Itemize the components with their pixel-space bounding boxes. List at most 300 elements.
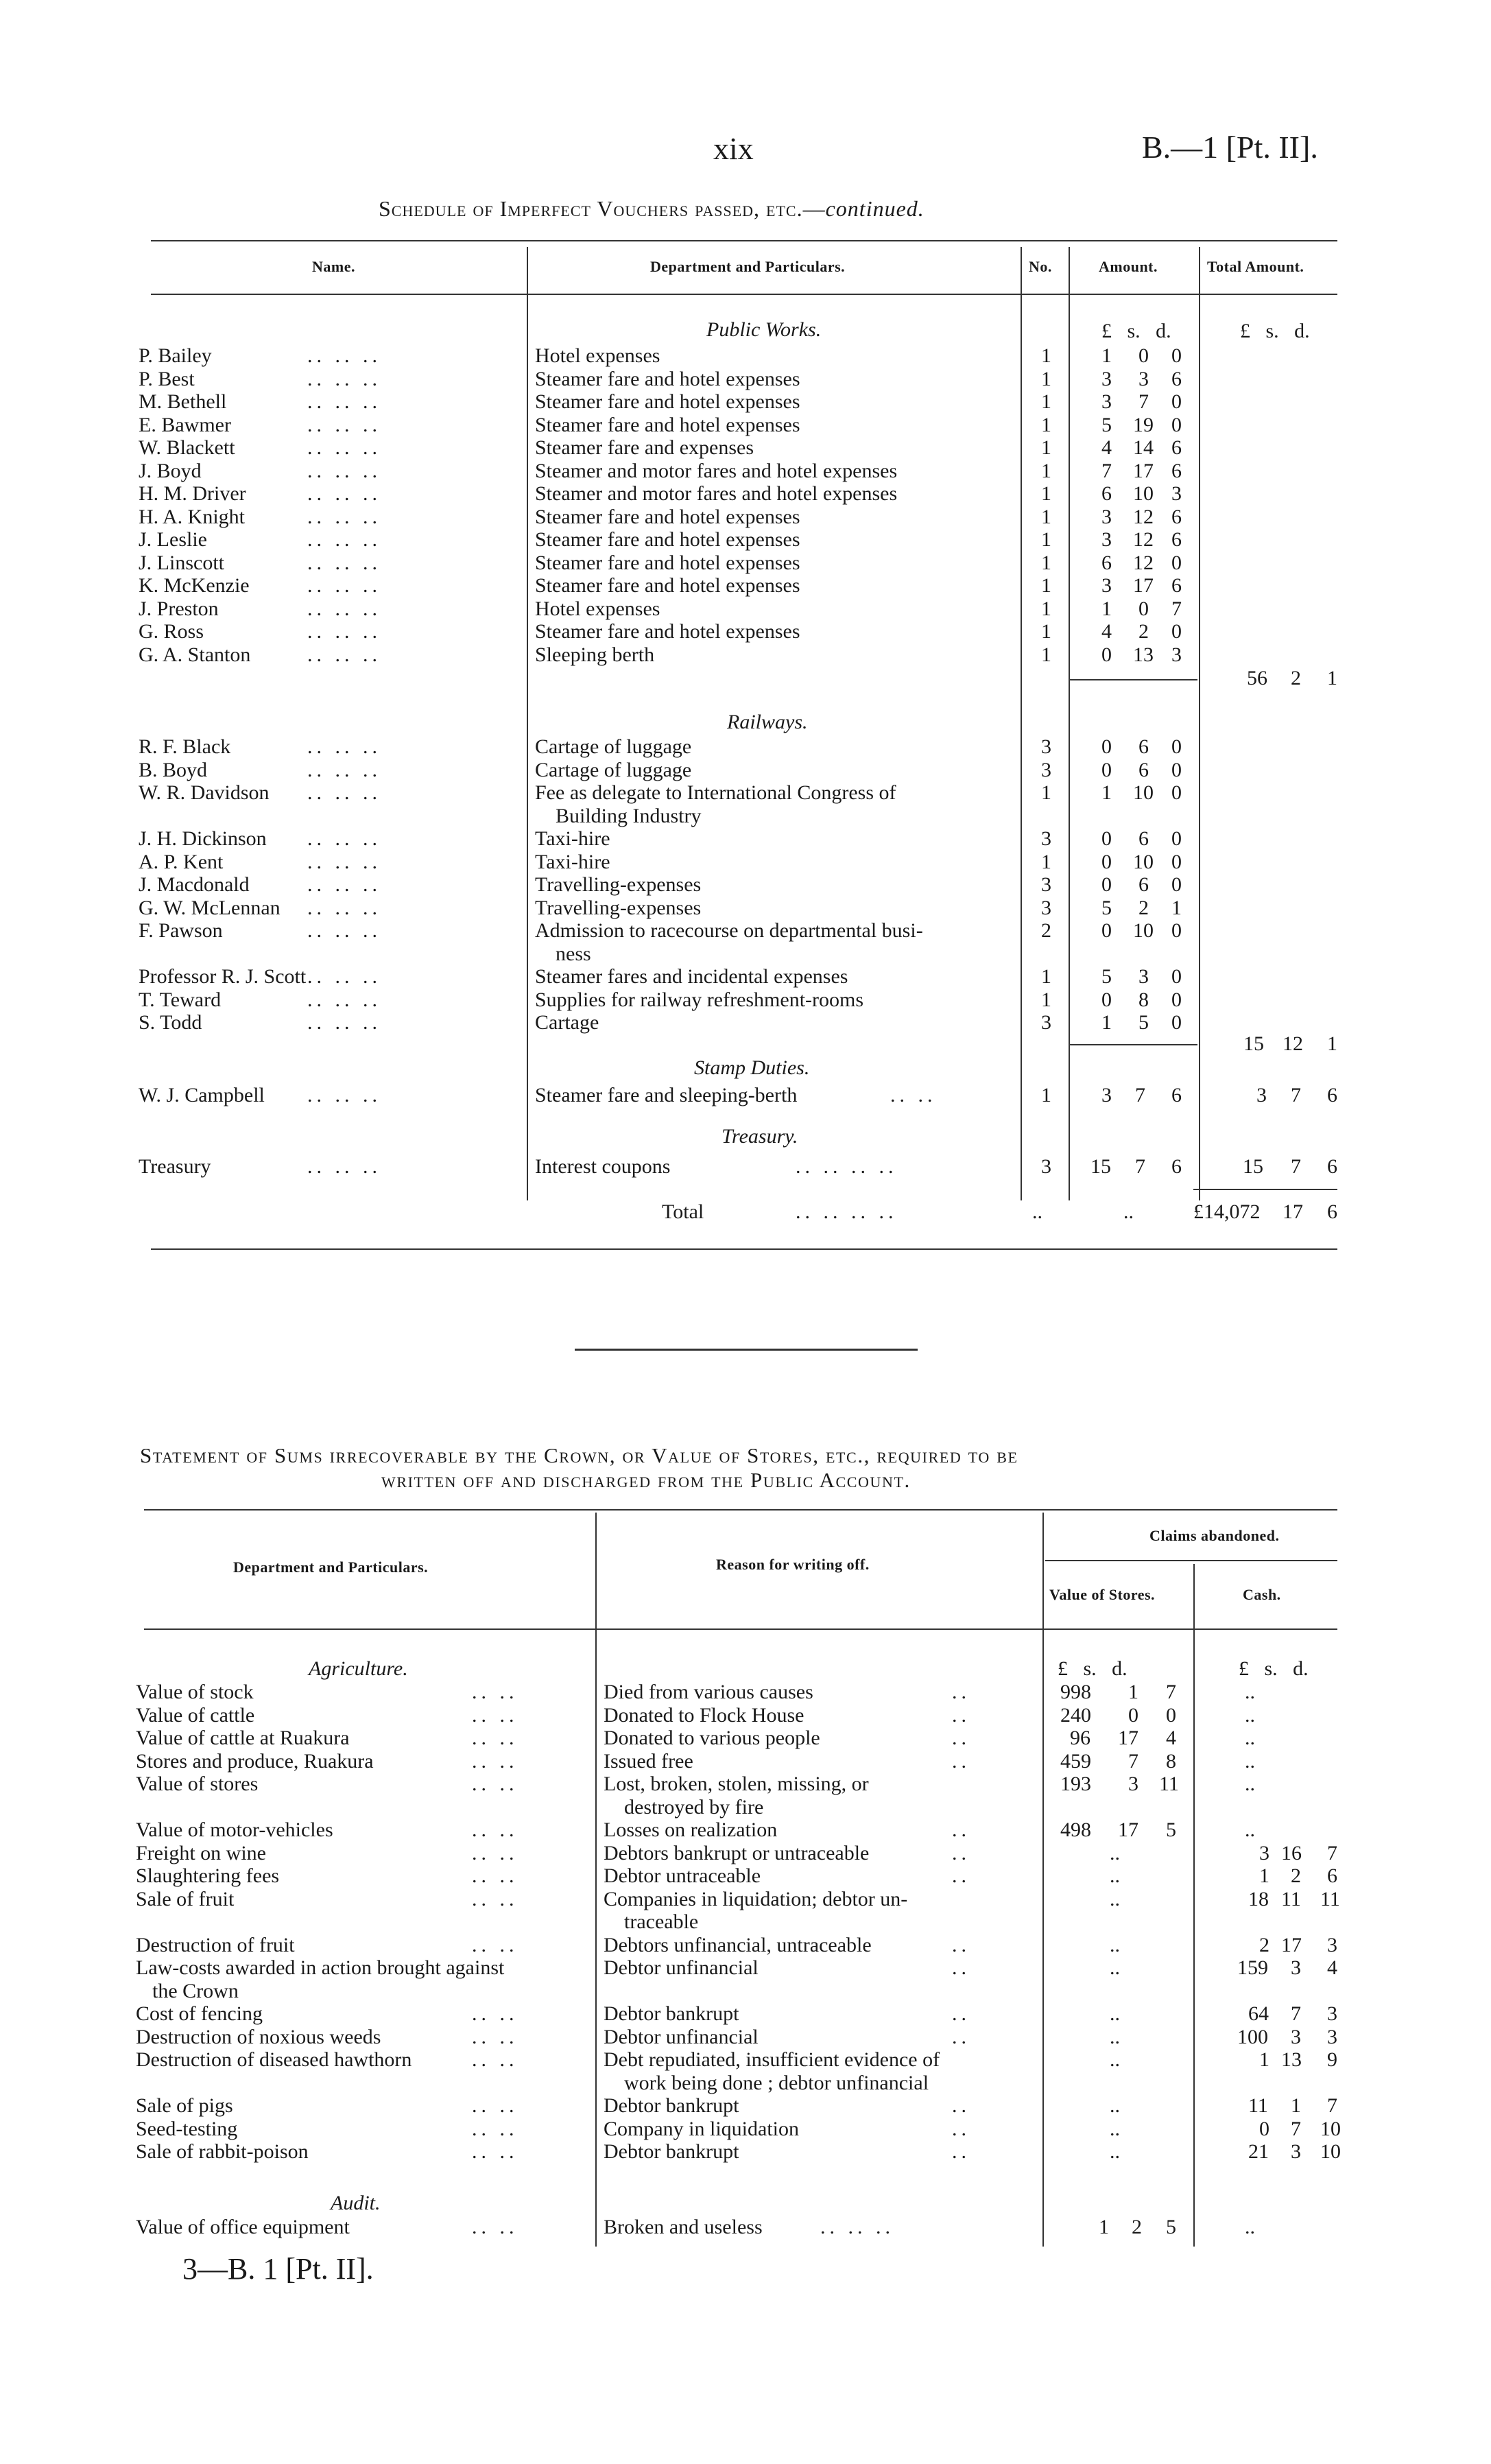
particulars: Value of cattle at Ruakura <box>136 1727 350 1749</box>
amount-units: £ s. d. <box>1101 320 1171 342</box>
payee-name: B. Boyd <box>139 758 208 781</box>
particulars: Cost of fencing <box>136 2002 263 2025</box>
voucher-count: 1 <box>1041 643 1051 666</box>
leader-dots: .. <box>952 1841 970 1864</box>
stores-shillings: 3 <box>1128 1773 1138 1795</box>
stores-shillings: 17 <box>1118 1819 1138 1841</box>
amount-pounds: 5 <box>1101 965 1112 988</box>
amount-shillings: 2 <box>1138 620 1149 643</box>
schedule-top-rule <box>151 240 1337 241</box>
amount-shillings: 10 <box>1133 919 1154 942</box>
leader-dots: .. .. .. <box>307 896 381 919</box>
reason: Died from various causes <box>604 1681 813 1703</box>
amount-shillings: 3 <box>1138 367 1149 390</box>
amount-pounds: 0 <box>1101 758 1112 781</box>
amount-shillings: 12 <box>1133 505 1154 528</box>
amount-pence: 0 <box>1171 620 1182 643</box>
voucher-count: 1 <box>1041 528 1051 551</box>
amount-shillings: 19 <box>1133 413 1154 436</box>
particulars: Stores and produce, Ruakura <box>136 1749 374 1773</box>
section-heading-agriculture: Agriculture. <box>309 1657 408 1680</box>
stores-pounds: 498 <box>1060 1819 1091 1841</box>
cash-shillings: 11 <box>1281 1887 1301 1910</box>
schedule-row <box>0 344 1491 368</box>
total-pounds: 15 <box>1243 1155 1263 1178</box>
leader-dots: .. <box>952 1864 970 1887</box>
voucher-count: 1 <box>1041 367 1051 390</box>
schedule-row <box>0 597 1491 621</box>
stores-pence: 7 <box>1166 1681 1176 1703</box>
schedule-bottom-rule <box>151 1248 1337 1250</box>
signature-mark: 3—B. 1 [Pt. II]. <box>182 2252 374 2286</box>
schedule-row <box>0 436 1491 460</box>
amount-pounds: 1 <box>1101 344 1112 367</box>
voucher-count: 3 <box>1041 735 1051 758</box>
payee-name: J. Boyd <box>139 459 202 482</box>
payee-name: P. Bailey <box>139 344 212 367</box>
leader-dots: .. <box>952 1681 970 1703</box>
particulars: Value of motor-vehicles <box>136 1819 333 1841</box>
particulars: Seed-testing <box>136 2117 238 2140</box>
leader-dots: .. .. .. <box>307 436 381 459</box>
cash-shillings: 3 <box>1291 1956 1301 1979</box>
cash-pence: 7 <box>1327 1841 1337 1864</box>
particulars: Steamer fare and hotel expenses <box>535 390 800 413</box>
cash-value: .. <box>1245 1749 1255 1773</box>
stores-value: .. <box>1110 1864 1120 1887</box>
leader-dots: .. <box>952 2140 970 2163</box>
amount-shillings: 7 <box>1135 1084 1145 1106</box>
statement-row <box>0 2026 1491 2049</box>
payee-name: W. Blackett <box>139 436 235 459</box>
particulars: Steamer and motor fares and hotel expenses <box>535 459 898 482</box>
statement-row <box>0 1934 1491 1957</box>
amount-pounds: 4 <box>1101 620 1112 643</box>
amount-pence: 0 <box>1171 781 1182 804</box>
cash-pence: 3 <box>1327 2002 1337 2025</box>
reason: Debtor bankrupt <box>604 2140 739 2163</box>
amount-shillings: 6 <box>1138 827 1149 850</box>
cash-pence: 10 <box>1320 2117 1341 2140</box>
stores-pence: 11 <box>1159 1773 1179 1795</box>
voucher-count: 1 <box>1041 413 1051 436</box>
statement-row <box>0 1727 1491 1750</box>
statement-row <box>0 1681 1491 1704</box>
reason: Company in liquidation <box>604 2117 799 2140</box>
particulars: Admission to racecourse on departmental busi- <box>535 919 923 942</box>
reason-continued: work being done ; debtor unfinancial <box>624 2071 929 2094</box>
amount-pounds: 1 <box>1101 781 1112 804</box>
amount-shillings: 12 <box>1133 551 1154 574</box>
cash-shillings: 7 <box>1291 2002 1301 2025</box>
voucher-count: 1 <box>1041 482 1051 505</box>
cash-pence: 6 <box>1327 1864 1337 1887</box>
grand-total-pence: 6 <box>1327 1200 1337 1223</box>
reason: Issued free <box>604 1749 693 1773</box>
total-shillings: 2 <box>1291 667 1301 689</box>
schedule-row <box>0 368 1491 391</box>
payee-name: W. R. Davidson <box>139 781 270 804</box>
schedule-row <box>0 988 1491 1012</box>
amount-pounds: 0 <box>1101 643 1112 666</box>
particulars: Interest coupons <box>535 1155 671 1178</box>
voucher-count: 1 <box>1041 597 1051 620</box>
schedule-header-rule <box>151 294 1337 295</box>
reason: Debtors bankrupt or untraceable <box>604 1841 870 1864</box>
stores-shillings: 0 <box>1128 1703 1138 1727</box>
amount-pounds: 6 <box>1101 551 1112 574</box>
amount-pence: 0 <box>1171 827 1182 850</box>
grand-total-pounds: £14,072 <box>1193 1200 1261 1223</box>
amount-pounds: 4 <box>1101 436 1112 459</box>
amount-shillings: 17 <box>1133 574 1154 597</box>
col-header-reason: Reason for writing off. <box>716 1556 870 1573</box>
leader-dots: .. .. <box>472 2048 518 2071</box>
reason: Companies in liquidation; debtor un- <box>604 1887 908 1910</box>
particulars: Sale of rabbit-poison <box>136 2140 309 2163</box>
amount-pounds: 3 <box>1101 528 1112 551</box>
section-heading-railways: Railways. <box>727 711 808 733</box>
leader-dots: .. .. <box>472 2002 518 2025</box>
section-heading-treasury: Treasury. <box>721 1125 798 1148</box>
leader-dots: .. .. <box>472 1864 518 1887</box>
payee-name: M. Bethell <box>139 390 227 413</box>
leader-dots: .. <box>952 1956 970 1979</box>
amount-shillings: 12 <box>1133 528 1154 551</box>
cash-value: .. <box>1245 1819 1255 1841</box>
leader-dots: .. .. .. <box>307 505 381 528</box>
amount-pence: 3 <box>1171 482 1182 505</box>
stores-pounds: 1 <box>1099 2216 1109 2238</box>
section-heading-stamp-duties: Stamp Duties. <box>694 1056 810 1079</box>
reason: Debtor bankrupt <box>604 2002 739 2025</box>
voucher-count: 3 <box>1041 1155 1051 1178</box>
section-heading-public-works: Public Works. <box>706 318 822 341</box>
total-pounds: 3 <box>1256 1084 1267 1106</box>
leader-dots: .. .. .. <box>820 2216 894 2238</box>
leader-dots: .. .. <box>472 2216 518 2238</box>
schedule-title-continued: continued. <box>825 196 925 221</box>
leader-dots: .. .. .. <box>307 850 381 873</box>
particulars: Law-costs awarded in action brought against <box>136 1956 505 1979</box>
payee-name: H. A. Knight <box>139 505 246 528</box>
stores-value: .. <box>1110 2025 1120 2048</box>
amount-pounds: 3 <box>1101 505 1112 528</box>
particulars: Taxi-hire <box>535 827 610 850</box>
amount-shillings: 6 <box>1138 735 1149 758</box>
reason-continued: destroyed by fire <box>624 1795 764 1819</box>
payee-name: J. Leslie <box>139 528 207 551</box>
leader-dots: .. .. .. <box>307 413 381 436</box>
payee-name: W. J. Campbell <box>139 1084 265 1106</box>
leader-dots: .. .. <box>472 1887 518 1910</box>
section-separator <box>575 1349 918 1351</box>
amount-pounds: 0 <box>1101 827 1112 850</box>
amount-pence: 0 <box>1171 965 1182 988</box>
col-header-name: Name. <box>312 258 355 275</box>
amount-pence: 0 <box>1171 758 1182 781</box>
amount-pence: 6 <box>1171 528 1182 551</box>
schedule-title-main: Schedule of Imperfect Vouchers passed, etc.— <box>379 196 826 221</box>
reason: Broken and useless <box>604 2216 763 2238</box>
schedule-row <box>0 506 1491 529</box>
statement-row-continuation <box>0 1910 1491 1934</box>
total-units: £ s. d. <box>1240 320 1310 342</box>
leader-dots: .. .. <box>472 1933 518 1956</box>
statement-row-continuation <box>0 1796 1491 1819</box>
leader-dots: .. <box>952 2002 970 2025</box>
reason: Debtor untraceable <box>604 1864 761 1887</box>
leader-dots: .. .. .. <box>307 988 381 1011</box>
payee-name: J. Preston <box>139 597 219 620</box>
amount-shillings: 10 <box>1133 781 1154 804</box>
particulars: Hotel expenses <box>535 344 660 367</box>
particulars-continued: Building Industry <box>556 804 702 827</box>
leader-dots: .. .. .. <box>307 873 381 896</box>
cash-value: .. <box>1245 1681 1255 1703</box>
total-shillings: 12 <box>1283 1032 1303 1055</box>
stores-value: .. <box>1110 2117 1120 2140</box>
amount-pounds: 0 <box>1101 919 1112 942</box>
amount-pence: 0 <box>1171 413 1182 436</box>
cash-pence: 7 <box>1327 2094 1337 2117</box>
stores-value: .. <box>1110 1956 1120 1979</box>
leader-dots: .. .. <box>472 1749 518 1773</box>
cash-pounds: 64 <box>1248 2002 1269 2025</box>
voucher-count: 1 <box>1041 965 1051 988</box>
cash-pounds: 21 <box>1248 2140 1269 2163</box>
amount-pounds: 0 <box>1101 850 1112 873</box>
railways-total-row <box>0 1032 1491 1056</box>
leader-dots: .. .. .. .. <box>796 1200 898 1223</box>
amount-pence: 0 <box>1171 988 1182 1011</box>
reason: Losses on realization <box>604 1819 778 1841</box>
amount-shillings: 0 <box>1138 344 1149 367</box>
leader-dots: .. .. .. <box>307 344 381 367</box>
leader-dots: .. .. .. <box>307 390 381 413</box>
particulars-continued: the Crown <box>152 1979 239 2002</box>
particulars: Steamer and motor fares and hotel expenses <box>535 482 898 505</box>
payee-name: S. Todd <box>139 1011 202 1034</box>
amount-shillings: 10 <box>1133 850 1154 873</box>
voucher-count: 1 <box>1041 344 1051 367</box>
stores-shillings: 17 <box>1118 1727 1138 1749</box>
schedule-row <box>0 781 1491 805</box>
particulars: Freight on wine <box>136 1841 266 1864</box>
schedule-row <box>0 1155 1491 1178</box>
leader-dots: .. .. <box>472 2025 518 2048</box>
particulars: Steamer fare and expenses <box>535 436 754 459</box>
statement-row <box>0 2140 1491 2164</box>
leader-dots: .. .. <box>472 2094 518 2117</box>
voucher-count: 1 <box>1041 1084 1051 1106</box>
particulars: Hotel expenses <box>535 597 660 620</box>
cash-value: .. <box>1245 1727 1255 1749</box>
voucher-count: 1 <box>1041 459 1051 482</box>
particulars: Value of stock <box>136 1681 254 1703</box>
particulars: Slaughtering fees <box>136 1864 280 1887</box>
schedule-row <box>0 735 1491 759</box>
amount-pence: 0 <box>1171 390 1182 413</box>
particulars: Destruction of diseased hawthorn <box>136 2048 412 2071</box>
amount-pounds: 3 <box>1101 390 1112 413</box>
particulars: Travelling-expenses <box>535 896 702 919</box>
stores-pence: 5 <box>1166 2216 1176 2238</box>
stores-value: .. <box>1110 2094 1120 2117</box>
claims-header-rule <box>1045 1560 1337 1561</box>
amount-pounds: 3 <box>1101 367 1112 390</box>
grand-total-count: .. <box>1032 1200 1042 1223</box>
leader-dots: .. .. .. <box>307 482 381 505</box>
col-header-department: Department and Particulars. <box>233 1559 429 1576</box>
total-pounds: 56 <box>1247 667 1267 689</box>
leader-dots: .. .. .. <box>307 574 381 597</box>
schedule-row-continuation <box>0 943 1491 966</box>
amount-pounds: 5 <box>1101 896 1112 919</box>
statement-row <box>0 1750 1491 1773</box>
cash-shillings: 2 <box>1291 1864 1301 1887</box>
page-number: xix <box>713 131 754 166</box>
stores-value: .. <box>1110 2002 1120 2025</box>
particulars: Sale of fruit <box>136 1887 235 1910</box>
leader-dots: .. .. <box>472 1727 518 1749</box>
voucher-count: 1 <box>1041 551 1051 574</box>
stores-pounds: 459 <box>1060 1749 1091 1773</box>
schedule-row <box>0 965 1491 988</box>
payee-name: R. F. Black <box>139 735 231 758</box>
payee-name: J. Linscott <box>139 551 224 574</box>
particulars: Value of stores <box>136 1773 259 1795</box>
reason: Debt repudiated, insufficient evidence of <box>604 2048 940 2071</box>
payee-name: P. Best <box>139 367 195 390</box>
cash-shillings: 3 <box>1291 2025 1301 2048</box>
leader-dots: .. .. .. <box>307 827 381 850</box>
cash-value: .. <box>1245 2216 1255 2238</box>
particulars: Fee as delegate to International Congress of <box>535 781 896 804</box>
stores-value: .. <box>1110 1841 1120 1864</box>
schedule-row <box>0 574 1491 597</box>
voucher-count: 1 <box>1041 620 1051 643</box>
total-pence: 6 <box>1327 1084 1337 1106</box>
cash-pounds: 159 <box>1237 1956 1268 1979</box>
voucher-count: 3 <box>1041 873 1051 896</box>
stores-shillings: 2 <box>1132 2216 1142 2238</box>
grand-total-row <box>0 1200 1491 1224</box>
statement-row <box>0 1888 1491 1911</box>
schedule-row <box>0 482 1491 506</box>
statement-row <box>0 2216 1491 2239</box>
schedule-row <box>0 528 1491 552</box>
stores-pounds: 193 <box>1060 1773 1091 1795</box>
schedule-row <box>0 643 1491 667</box>
amount-pounds: 3 <box>1101 574 1112 597</box>
leader-dots: .. <box>952 1819 970 1841</box>
cash-pounds: 11 <box>1248 2094 1268 2117</box>
payee-name: A. P. Kent <box>139 850 224 873</box>
amount-pounds: 15 <box>1090 1155 1111 1178</box>
col-header-total-amount: Total Amount. <box>1207 258 1304 275</box>
statement-row <box>0 2094 1491 2118</box>
leader-dots: .. .. .. <box>307 735 381 758</box>
cash-pounds: 100 <box>1237 2025 1268 2048</box>
grand-total-label: Total <box>662 1200 704 1223</box>
statement-row <box>0 1819 1491 1842</box>
leader-dots: .. .. <box>472 1703 518 1727</box>
voucher-count: 1 <box>1041 436 1051 459</box>
leader-dots: .. .. .. <box>307 1084 381 1106</box>
particulars: Supplies for railway refreshment-rooms <box>535 988 864 1011</box>
amount-pence: 0 <box>1171 873 1182 896</box>
amount-pence: 6 <box>1171 436 1182 459</box>
schedule-row <box>0 827 1491 851</box>
cash-shillings: 1 <box>1291 2094 1301 2117</box>
leader-dots: .. .. .. <box>307 758 381 781</box>
schedule-row <box>0 1084 1491 1107</box>
leader-dots: .. .. <box>472 1841 518 1864</box>
statement-top-rule <box>144 1509 1337 1511</box>
stores-value: .. <box>1110 1933 1120 1956</box>
leader-dots: .. <box>952 1727 970 1749</box>
section-heading-audit: Audit. <box>331 2192 381 2214</box>
statement-row <box>0 1864 1491 1888</box>
reason: Lost, broken, stolen, missing, or <box>604 1773 869 1795</box>
schedule-row <box>0 851 1491 874</box>
stores-units: £ s. d. <box>1058 1657 1128 1680</box>
col-header-department: Department and Particulars. <box>650 258 846 275</box>
schedule-row <box>0 390 1491 414</box>
amount-pence: 1 <box>1171 896 1182 919</box>
amount-pence: 6 <box>1171 459 1182 482</box>
amount-shillings: 8 <box>1138 988 1149 1011</box>
cash-pounds: 1 <box>1259 2048 1269 2071</box>
schedule-row <box>0 414 1491 437</box>
amount-shillings: 10 <box>1133 482 1154 505</box>
particulars: Destruction of noxious weeds <box>136 2025 381 2048</box>
amount-shillings: 6 <box>1138 873 1149 896</box>
public-works-total-row <box>0 667 1491 690</box>
particulars: Travelling-expenses <box>535 873 702 896</box>
reason: Donated to various people <box>604 1727 820 1749</box>
leader-dots: .. .. <box>890 1084 937 1106</box>
particulars: Steamer fare and hotel expenses <box>535 551 800 574</box>
particulars: Cartage of luggage <box>535 735 692 758</box>
amount-pence: 6 <box>1171 1155 1182 1178</box>
cash-pence: 9 <box>1327 2048 1337 2071</box>
cash-shillings: 17 <box>1281 1933 1302 1956</box>
leader-dots: .. .. <box>472 1819 518 1841</box>
payee-name: F. Pawson <box>139 919 223 942</box>
cash-value: .. <box>1245 1703 1255 1727</box>
amount-shillings: 7 <box>1135 1155 1145 1178</box>
particulars: Destruction of fruit <box>136 1933 295 1956</box>
leader-dots: .. .. <box>472 1773 518 1795</box>
leader-dots: .. .. .. <box>307 965 381 988</box>
cash-units: £ s. d. <box>1239 1657 1309 1680</box>
particulars: Steamer fare and hotel expenses <box>535 505 800 528</box>
payee-name: H. M. Driver <box>139 482 246 505</box>
reason: Debtor unfinancial <box>604 1956 759 1979</box>
voucher-count: 3 <box>1041 896 1051 919</box>
particulars: Steamer fare and hotel expenses <box>535 620 800 643</box>
grand-total-amount: .. <box>1123 1200 1134 1223</box>
payee-name: G. W. McLennan <box>139 896 281 919</box>
leader-dots: .. <box>952 2025 970 2048</box>
particulars: Cartage <box>535 1011 599 1034</box>
leader-dots: .. .. <box>472 2140 518 2163</box>
payee-name: Treasury <box>139 1155 211 1178</box>
schedule-row-continuation <box>0 805 1491 828</box>
amount-pence: 6 <box>1171 505 1182 528</box>
